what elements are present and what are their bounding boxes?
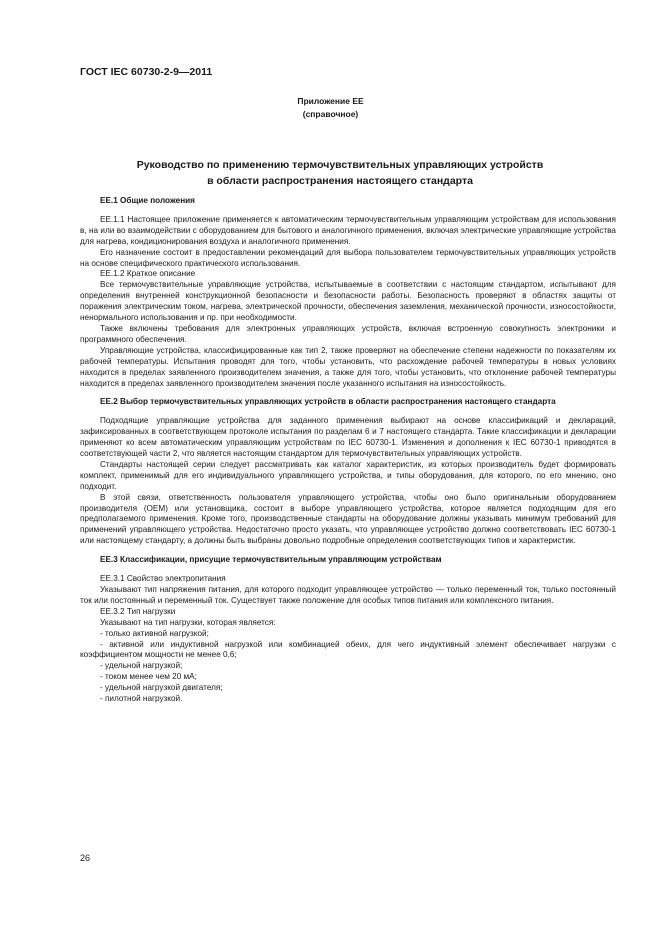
paragraph-purpose: Его назначение состоит в предоставлении рекомендаций для выбора пользователем термочувствительных управляющих устройств на основе специфического практического использования. bbox=[80, 247, 616, 268]
list-item: - удельной нагрузкой; bbox=[100, 661, 183, 671]
annex-subtitle: (справочное) bbox=[302, 109, 359, 119]
section-heading-ee1: ЕЕ.1 Общие положения bbox=[100, 196, 195, 205]
subsection-ee31: ЕЕ.3.1 Свойство электропитания bbox=[100, 574, 226, 584]
page-title-line2: в области распространения настоящего стандарта bbox=[207, 175, 473, 187]
paragraph-context: В этой связи, ответственность пользователя управляющего устройства, чтобы оно было оригинальным оборудованием производителя (OEM) или установщика, состоит в выборе управляющего устройства, которое является подходящим для его предполагаемого применения. Кроме того, производственные стандарты на оборудование должны указывать минимум требований для применений управляющего устройства. Недостаточно просто указать, что управляющее устройство должно соответствовать IEC 60730-1 или настоящему стандарту, а должны быть выбраны довольно подробные определения соответствующих типов и характеристик. bbox=[80, 492, 616, 546]
paragraph-standards: Стандарты настоящей серии следует рассматривать как каталог характеристик, из которых производитель будет формировать комплект, применимый для его индивидуального управляющего устройства, и типы оборудования, для которого, по его мнению, оно подходит. bbox=[80, 459, 616, 491]
paragraph-all-controls: Все термочувствительные управляющие устройства, испытываемые в соответствии с настоящим стандартом, испытывают для определения внутренней конструкционной безопасности и безопасности работы. Безопасность проверяют в областях защиты от поражения электрическим током, нагрева, электрической прочности, обеспечения заземления, механической прочности, износостойкости, ненормального использования и пр. при необходимости. bbox=[80, 280, 616, 323]
list-item: - активной или индуктивной нагрузкой или комбинацией обеих, для чего индуктивный элемент обеспечивает нагрузки с коэффициентом мощности не менее 0,6; bbox=[80, 639, 616, 660]
list-item: - током менее чем 20 мА; bbox=[100, 672, 197, 682]
list-item: - пилотной нагрузкой. bbox=[100, 694, 183, 704]
list-item: - удельной нагрузкой двигателя; bbox=[100, 683, 223, 693]
paragraph-electronic: Также включены требования для электронных управляющих устройств, включая встроенную совокупность электроники и программного обеспечения. bbox=[80, 323, 616, 344]
section-heading-ee2: ЕЕ.2 Выбор термочувствительных управляющих устройств в области распространения настоящего стандарта bbox=[100, 397, 556, 407]
annex-title: Приложение ЕЕ bbox=[297, 96, 364, 106]
paragraph-type2: Управляющие устройства, классифицированные как тип 2, также проверяют на обеспечение степени надежности по показателям их рабочей температуры. Испытания проводят для того, чтобы установить, что расхождение рабочей температуры в новых условиях находится в пределах заявленного производителем значения, а также для того, чтобы установить, что отклонение рабочей температуры находится в пределах заявленного производителем значения после указанного испытания на износостойкость. bbox=[80, 345, 616, 388]
section-heading-ee3: ЕЕ.3 Классификации, присущие термочувствительным управляющим устройствам bbox=[100, 555, 442, 565]
subsection-ee32: ЕЕ.3.2 Тип нагрузки bbox=[100, 606, 176, 616]
document-body bbox=[80, 196, 616, 705]
standard-designation: ГОСТ IEC 60730-2-9—2011 bbox=[80, 66, 213, 78]
paragraph-suitable: Подходящие управляющие устройства для заданного применения выбирают на основе классификаций и деклараций, зафиксированных в соответствующем протоколе испытания по разделам 6 и 7 настоящего стандарта. Такие классификации и декларации применяют ко всем автоматическим управляющим устройствам по IEC 60730-1. Изменения и дополнения к IEC 60730-1 приводятся в соответствующей части 2, что является настоящим стандартом для термочувствительных управляющих устройств. bbox=[80, 416, 616, 459]
paragraph-load-intro: Указывают на тип нагрузки, которая является: bbox=[100, 617, 276, 627]
paragraph-supply: Указывают тип напряжения питания, для которого подходит управляющее устройство — только переменный ток, только постоянный ток или постоянный и переменный ток. Существует также положение для особых типов питания или комплексного питания. bbox=[80, 585, 616, 605]
paragraph-ee11: ЕЕ.1.1 Настоящее приложение применяется к автоматическим термочувствительным управляющим устройствам для использования в, на или во взаимодействии с оборудованием для бытового и аналогичного применения, включая электрические управляющие устройства для нагрева, кондиционирования воздуха и аналогичного применения. bbox=[80, 214, 616, 246]
list-item: - только активной нагрузкой; bbox=[100, 628, 209, 638]
page-title-line1: Руководство по применению термочувствительных управляющих устройств bbox=[136, 159, 544, 171]
subsection-ee12: ЕЕ.1.2 Краткое описание bbox=[100, 269, 196, 279]
page-number: 26 bbox=[80, 853, 91, 863]
